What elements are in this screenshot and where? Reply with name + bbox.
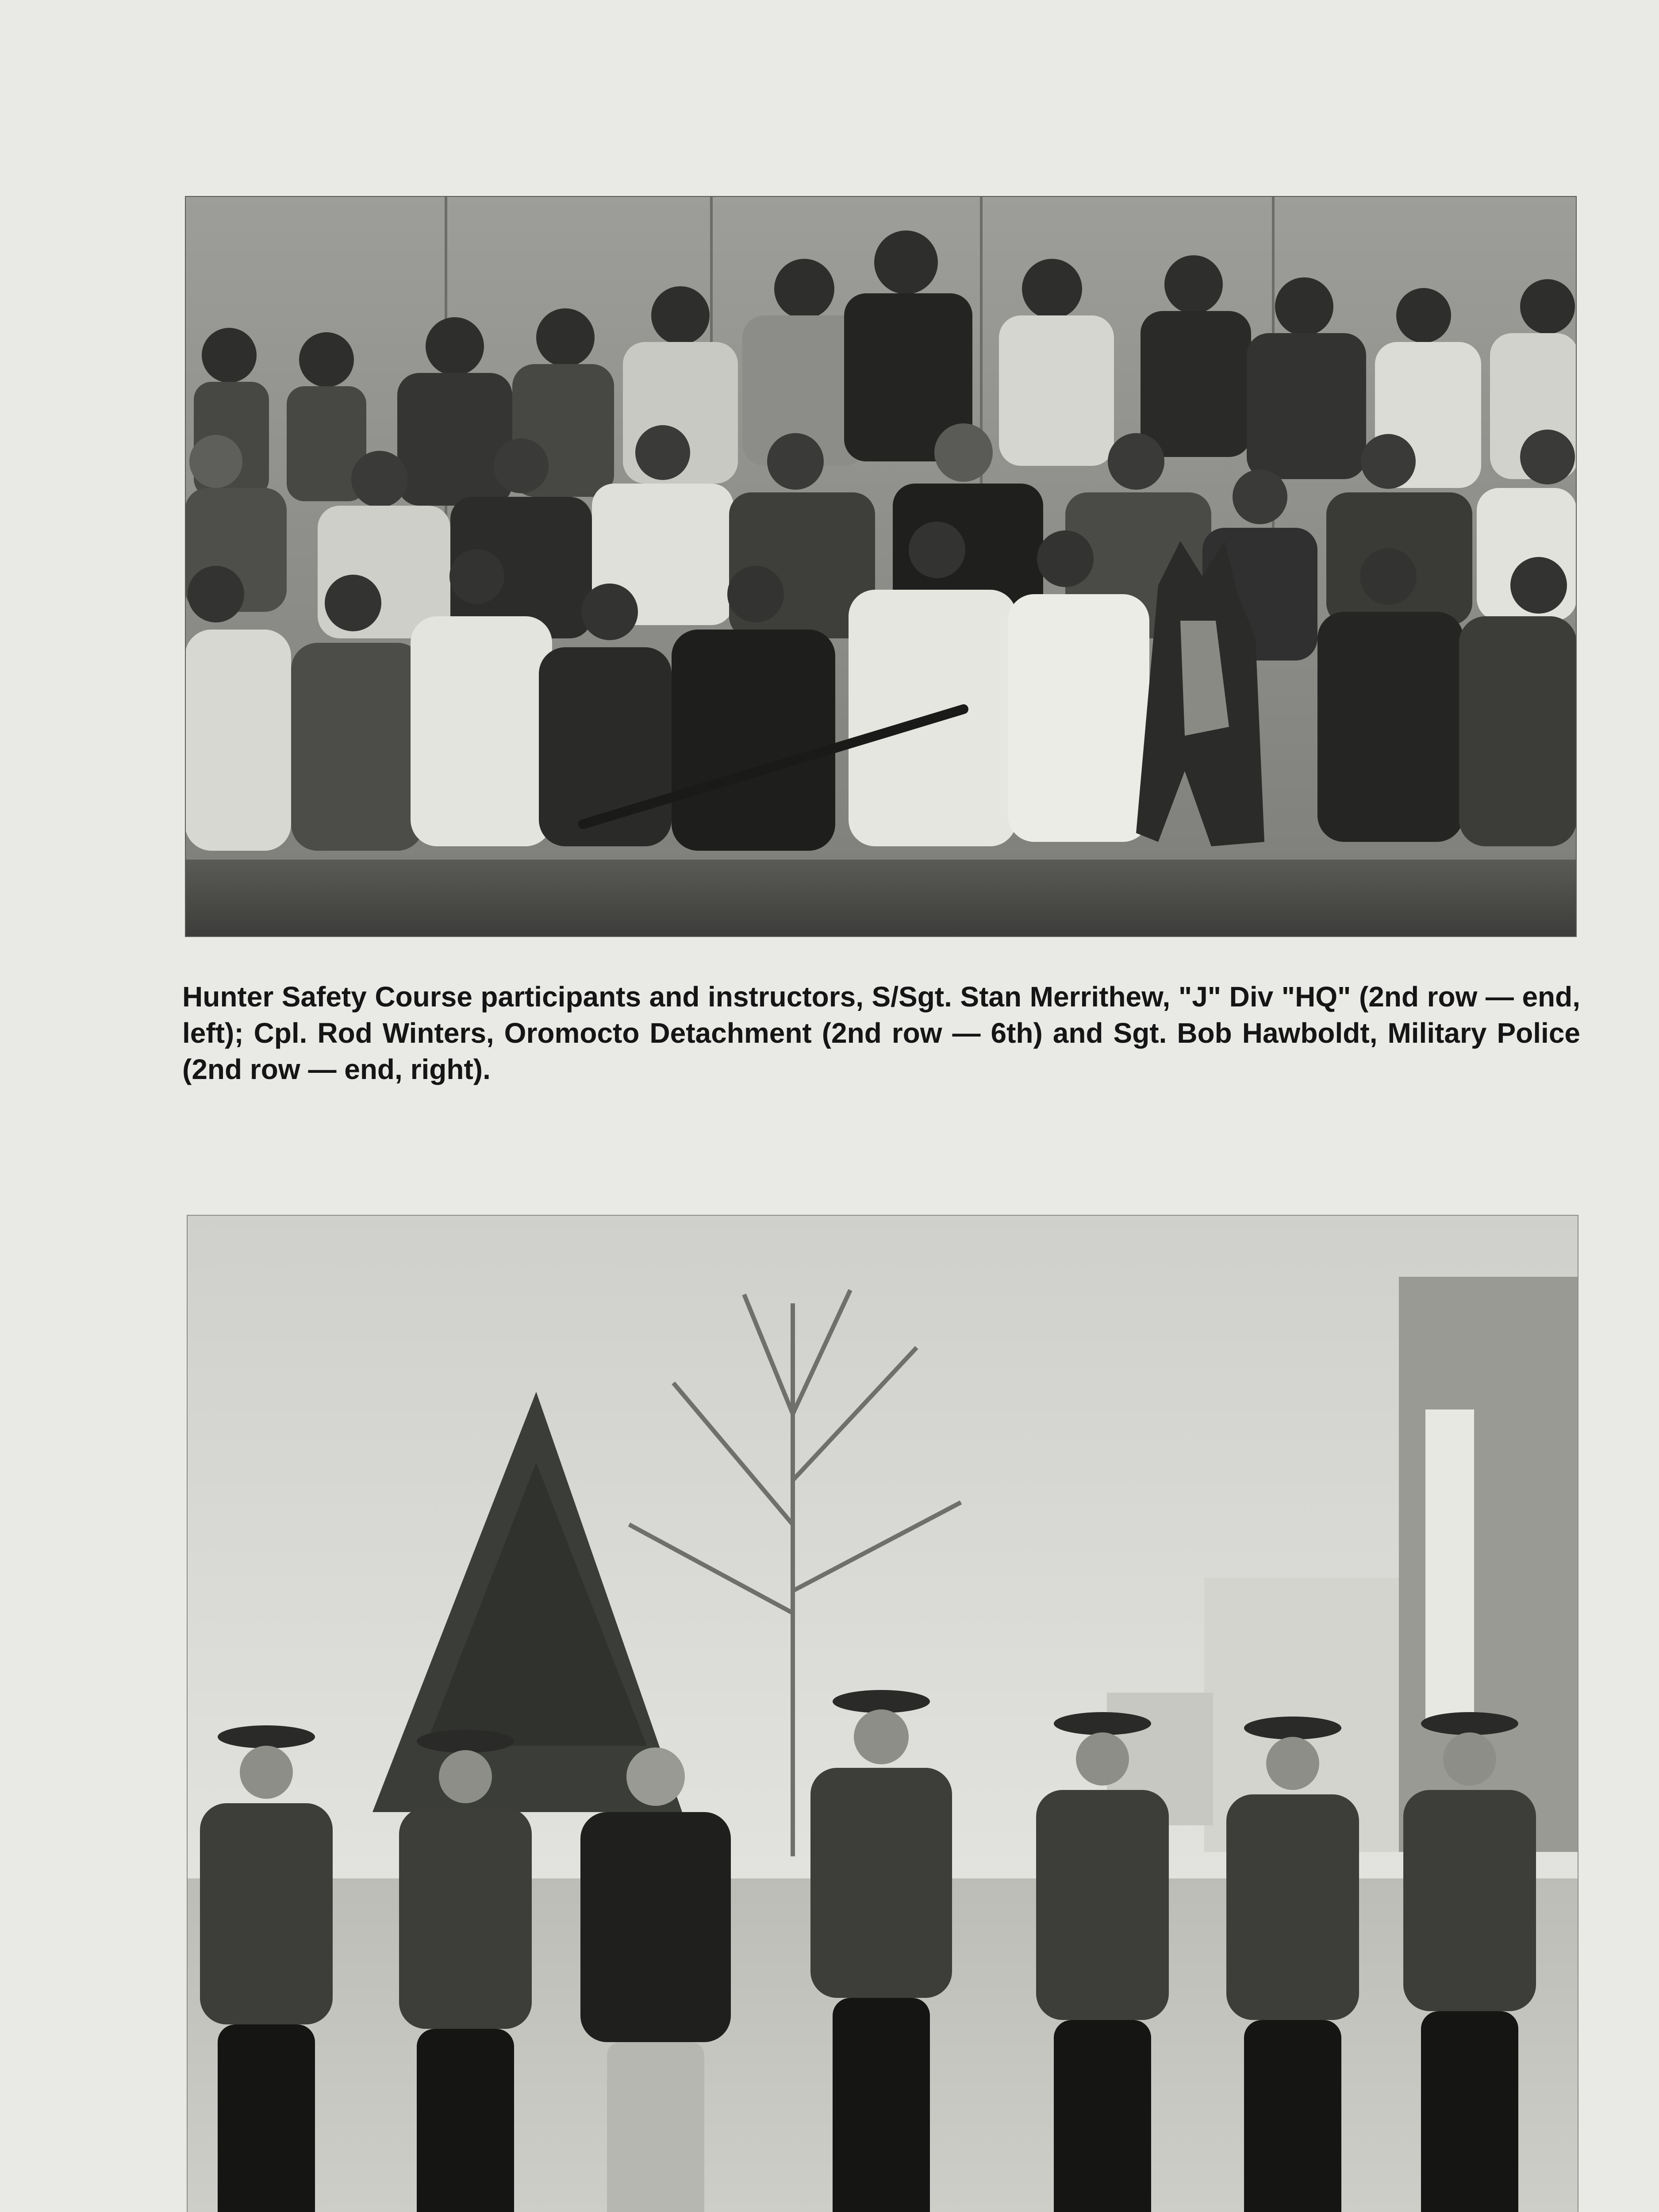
hunter-safety-group-photo: [185, 196, 1577, 937]
awards-recipients-photo: [187, 1215, 1578, 2212]
group-photo-illustration: [185, 196, 1577, 937]
photo-caption-hunter-safety: Hunter Safety Course participants and instructors, S/Sgt. Stan Merrithew, "J" Div "HQ" (2nd row — end, left); Cpl. Rod Winters, Oromocto Detachment (2nd row — 6th) and Sgt. Bob Hawboldt, Military Police (2nd row — end, right).: [182, 981, 1580, 1085]
awards-photo-illustration: [187, 1215, 1578, 2212]
